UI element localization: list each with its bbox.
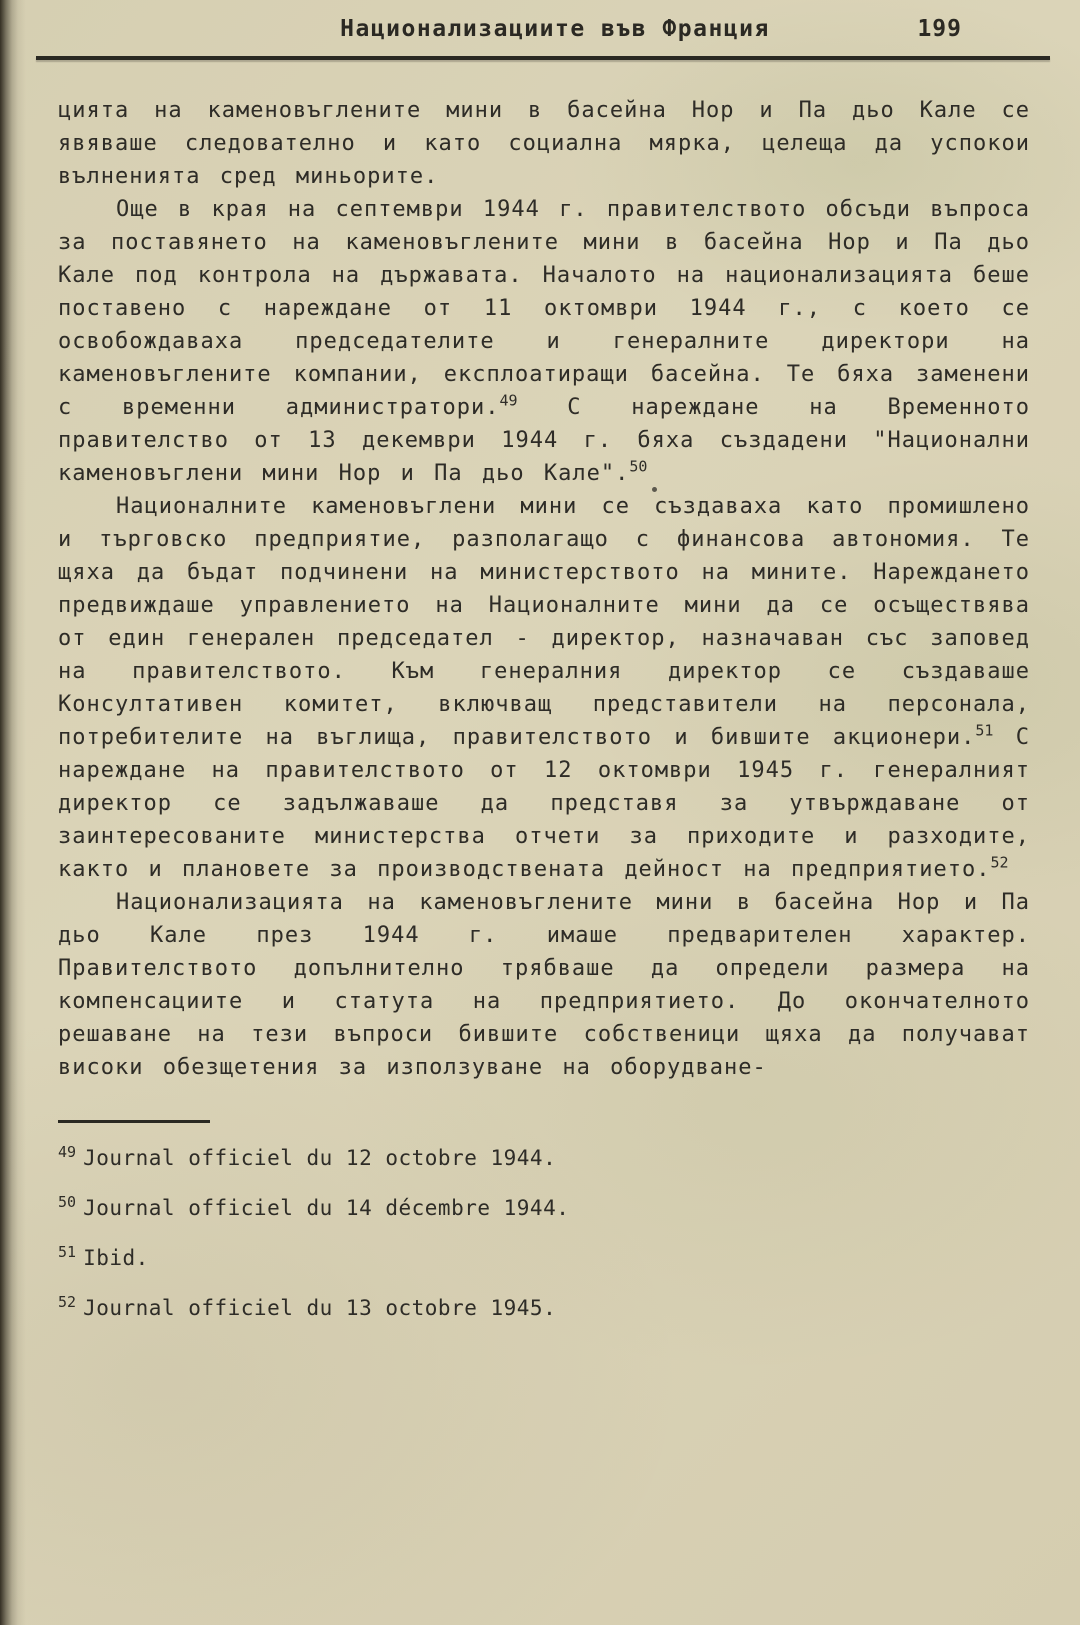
footnote-separator bbox=[58, 1120, 210, 1123]
paragraph-text: цията на каменовъглените мини в басейна Нор и Па дьо Кале се явяваше следователно и като социална мярка, целеща да успокои вълненията сред миньорите. bbox=[58, 98, 1030, 189]
footnote-text: Ibid. bbox=[83, 1246, 149, 1270]
footnote-marker: 51 bbox=[58, 1243, 77, 1261]
paragraph-text: С нареждане на Временното правителство от 13 декември 1944 г. бяха създадени "Национални каменовъглени мини Нор и Па дьо Кале". bbox=[58, 395, 1030, 486]
paragraph-text: С нареждане на правителството от 12 октомври 1945 г. генералният директор се задължаваше да представя за утвърждаване от заинтересованите министерства отчети за приходите и разходите, както и плановете за производствената дейност на предприятието. bbox=[58, 725, 1030, 882]
paragraph-text: Национализацията на каменовъглените мини в басейна Нор и Па дьо Кале през 1944 г. имаше предварителен характер. Правителството допълнително трябваше да определи размера на компенсациите и статута на предприятието. До окончателното решаване на тези въпроси бившите собственици щяха да получават високи обезщетения за използуване на оборудване- bbox=[58, 890, 1030, 1080]
paragraph-text: Още в края на септември 1944 г. правителството обсъди въпроса за поставянето на каменовъглените мини в басейна Нор и Па дьо Кале под контрола на държавата. Началото на национализацията беше поставено с нареждане от 11 октомври 1944 г., с което се освобождаваха председателите и генералните директори на каменовъглените компании, експлоатиращи басейна. Те бяха заменени с временни администратори. bbox=[58, 197, 1030, 420]
footnote-ref-51: 51 bbox=[975, 721, 994, 740]
page-header bbox=[70, 16, 1040, 50]
footnote-marker: 49 bbox=[58, 1143, 77, 1161]
footnote-text: Journal officiel du 14 décembre 1944. bbox=[83, 1196, 570, 1220]
footnote-marker: 52 bbox=[58, 1293, 77, 1311]
ink-speck bbox=[652, 487, 657, 492]
footnote-text: Journal officiel du 13 octobre 1945. bbox=[83, 1296, 557, 1320]
footnote-ref-49: 49 bbox=[499, 391, 518, 410]
footnote-text: Journal officiel du 12 octobre 1944. bbox=[83, 1146, 557, 1170]
footnote-marker: 50 bbox=[58, 1193, 77, 1211]
footnote-ref-50: 50 bbox=[629, 457, 648, 476]
binding-shadow bbox=[0, 0, 26, 1625]
paragraph-nationalization-order bbox=[58, 193, 1030, 490]
page-body bbox=[58, 94, 1030, 1084]
paragraph-preliminary-character bbox=[58, 886, 1030, 1084]
footnote-49 bbox=[58, 1143, 1030, 1173]
footnote-50 bbox=[58, 1193, 1030, 1223]
header-rule bbox=[36, 56, 1050, 60]
footnote-51 bbox=[58, 1243, 1030, 1273]
footnotes-section bbox=[58, 1143, 1030, 1323]
page-number: 199 bbox=[917, 16, 962, 42]
footnote-ref-52: 52 bbox=[990, 853, 1009, 872]
paragraph-national-mines-structure bbox=[58, 490, 1030, 886]
paragraph-text: Националните каменовъглени мини се създаваха като промишлено и търговско предприятие, разполагащо с финансова автономия. Те щяха да бъдат подчинени на министерството на мините. Нареждането предвиждаше управлението на Националните мини да се осъществява от един генерален председател - директор, назначаван със заповед на правителството. Към генералния директор се създаваше Консултативен комитет, включващ представители на персонала, потребителите на въглища, правителството и бившите акционери. bbox=[58, 494, 1030, 750]
paragraph-continuation bbox=[58, 94, 1030, 193]
footnote-52 bbox=[58, 1293, 1030, 1323]
running-title: Национализациите във Франция bbox=[340, 16, 770, 42]
